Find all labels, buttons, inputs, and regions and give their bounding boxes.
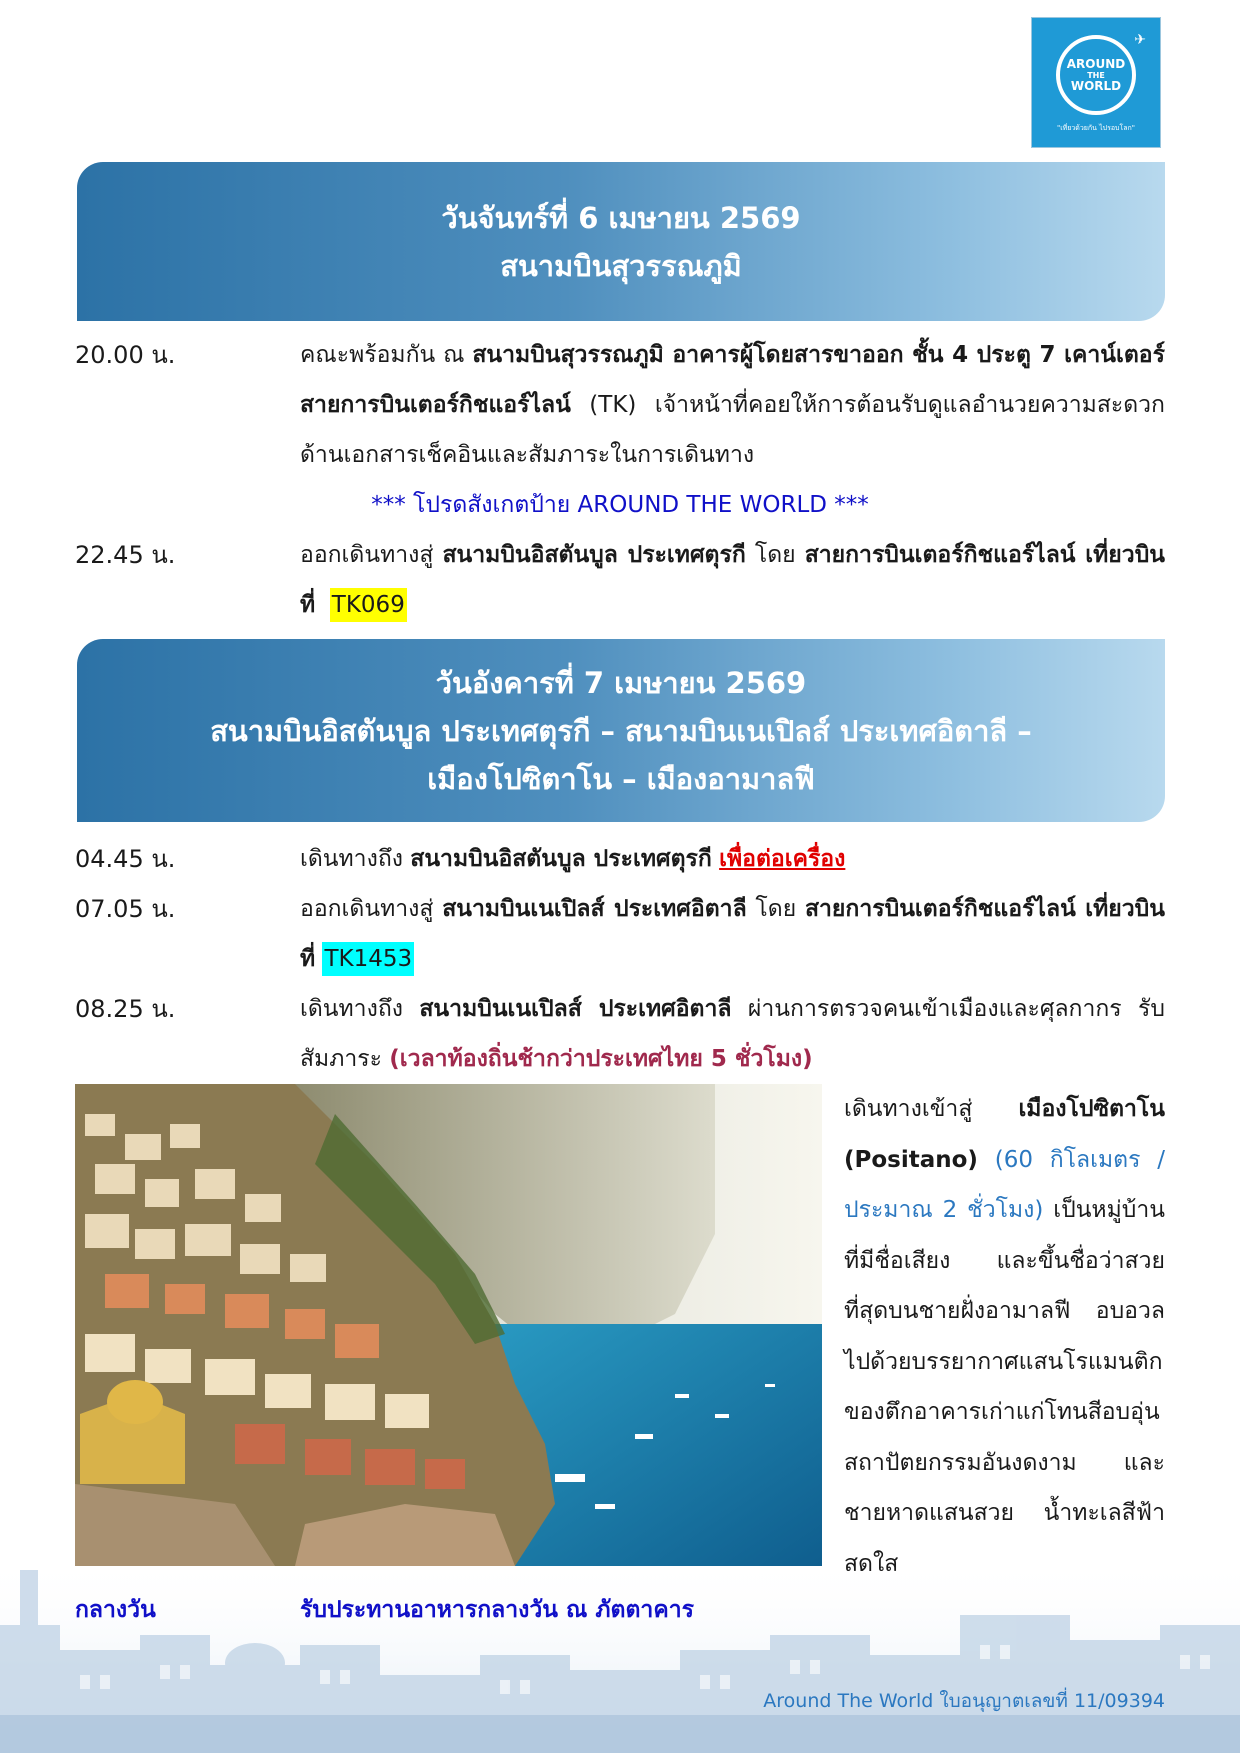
desc-0705-b1: สนามบินเนเปิลส์ ประเทศอิตาลี (442, 896, 747, 922)
logo-line-3: WORLD (1070, 78, 1122, 93)
desc-2000-b1: สนามบินสุวรรณภูมิ อาคารผู้โดยสารขาออก ชั้น 4 ประตู 7 เคาน์เตอร์ สายการบินเตอร์กิชแอร์ไลน์ (300, 342, 1165, 418)
desc-0705-b2: สายการบินเตอร์กิชแอร์ไลน์ เที่ยวบินที่ (300, 896, 1165, 972)
lunch-label: กลางวัน (75, 1597, 156, 1623)
logo-globe (1056, 35, 1136, 115)
time-0705: 07.05 น. (75, 895, 176, 923)
desc-0445-b1: สนามบินอิสตันบูล ประเทศตุรกี (410, 846, 712, 872)
desc-2245 (300, 530, 1165, 630)
logo-line-1: AROUND (1066, 56, 1126, 71)
desc-0825-t1: เดินทางถึง (300, 996, 420, 1022)
desc-2000-t2: (TK) เจ้าหน้าที่คอยให้การต้อนรับดูแลอำนวยความสะดวกด้านเอกสารเช็คอินและสัมภาระในการเดินทาง (300, 392, 1165, 468)
day2-date: วันอังคารที่ 7 เมษายน 2569 (435, 665, 807, 700)
time-0825: 08.25 น. (75, 995, 176, 1023)
desc-0705-t1: ออกเดินทางสู่ (300, 896, 443, 922)
logo-tagline: "เที่ยวด้วยกัน ไปรอบโลก" (1057, 124, 1135, 132)
time-2000: 20.00 น. (75, 341, 176, 369)
desc-2245-b2: สายการบินเตอร์กิชแอร์ไลน์ เที่ยวบินที่ (300, 542, 1166, 618)
desc-0445 (300, 834, 1165, 884)
desc-0825-b1: สนามบินเนเปิลส์ ประเทศอิตาลี (419, 996, 732, 1022)
desc-0705 (300, 884, 1165, 984)
desc-2245-t1: ออกเดินทางสู่ (300, 542, 443, 568)
timezone-note: (เวลาท้องถิ่นช้ากว่าประเทศไทย 5 ชั่วโมง) (389, 1046, 813, 1072)
flight-tk069: TK069 (330, 588, 407, 622)
positano-b2: (Positano) (844, 1146, 978, 1173)
day2-route-1: สนามบินอิสตันบูล ประเทศตุรกี – สนามบินเนเปิลส์ ประเทศอิตาลี – (210, 713, 1032, 748)
desc-0705-t2: โดย (746, 896, 805, 922)
plane-icon: ✈ (1134, 32, 1146, 48)
connect-flight-link[interactable]: เพื่อต่อเครื่อง (719, 846, 846, 872)
desc-0825-t2: ผ่านการตรวจคนเข้าเมืองและศุลกากร รับสัมภาระ (300, 996, 1166, 1072)
notice-sign: *** โปรดสังเกตป้าย AROUND THE WORLD *** (371, 492, 869, 518)
positano-photo (75, 1084, 822, 1566)
positano-t1: เดินทางเข้าสู่ (844, 1096, 1019, 1122)
desc-2000-t1: คณะพร้อมกัน ณ (300, 342, 473, 368)
positano-t2: เป็นหมู่บ้านที่มีชื่อเสียง และขึ้นชื่อว่าสวยที่สุดบนชายฝั่งอามาลฟี อบอวลไปด้วยบรรยากาศแสนโรแมนติกของตึกอาคารเก่าแก่โทนสีอบอุ่น สถาปัตยกรรมอันงดงาม และชายหาดแสนสวย น้ำทะเลสีฟ้าสดใส (844, 1197, 1165, 1577)
positano-b1: เมืองโปซิตาโน (1018, 1096, 1165, 1122)
day1-date: วันจันทร์ที่ 6 เมษายน 2569 (441, 200, 801, 235)
day1-banner (77, 162, 1165, 321)
positano-description (844, 1084, 1165, 1589)
flight-tk1453: TK1453 (322, 942, 414, 976)
day2-route-2: เมืองโปซิตาโน – เมืองอามาลฟี (427, 761, 815, 796)
positano-distance: (60 กิโลเมตร / ประมาณ 2 ชั่วโมง) (844, 1146, 1166, 1223)
day2-banner (77, 639, 1165, 822)
time-2245: 22.45 น. (75, 541, 176, 569)
desc-2000 (300, 330, 1165, 480)
lunch-text: รับประทานอาหารกลางวัน ณ ภัตตาคาร (300, 1597, 694, 1623)
desc-0445-t1: เดินทางถึง (300, 846, 411, 872)
desc-2245-b1: สนามบินอิสตันบูล ประเทศตุรกี (442, 542, 746, 568)
company-logo (1031, 17, 1161, 148)
day1-route: สนามบินสุวรรณภูมิ (500, 248, 742, 283)
logo-line-2: THE (1087, 70, 1105, 80)
time-0445: 04.45 น. (75, 845, 176, 873)
desc-2245-t2: โดย (745, 542, 805, 568)
footer-license: Around The World ใบอนุญาตเลขที่ 11/09394 (763, 1690, 1165, 1712)
desc-0825 (300, 984, 1165, 1084)
